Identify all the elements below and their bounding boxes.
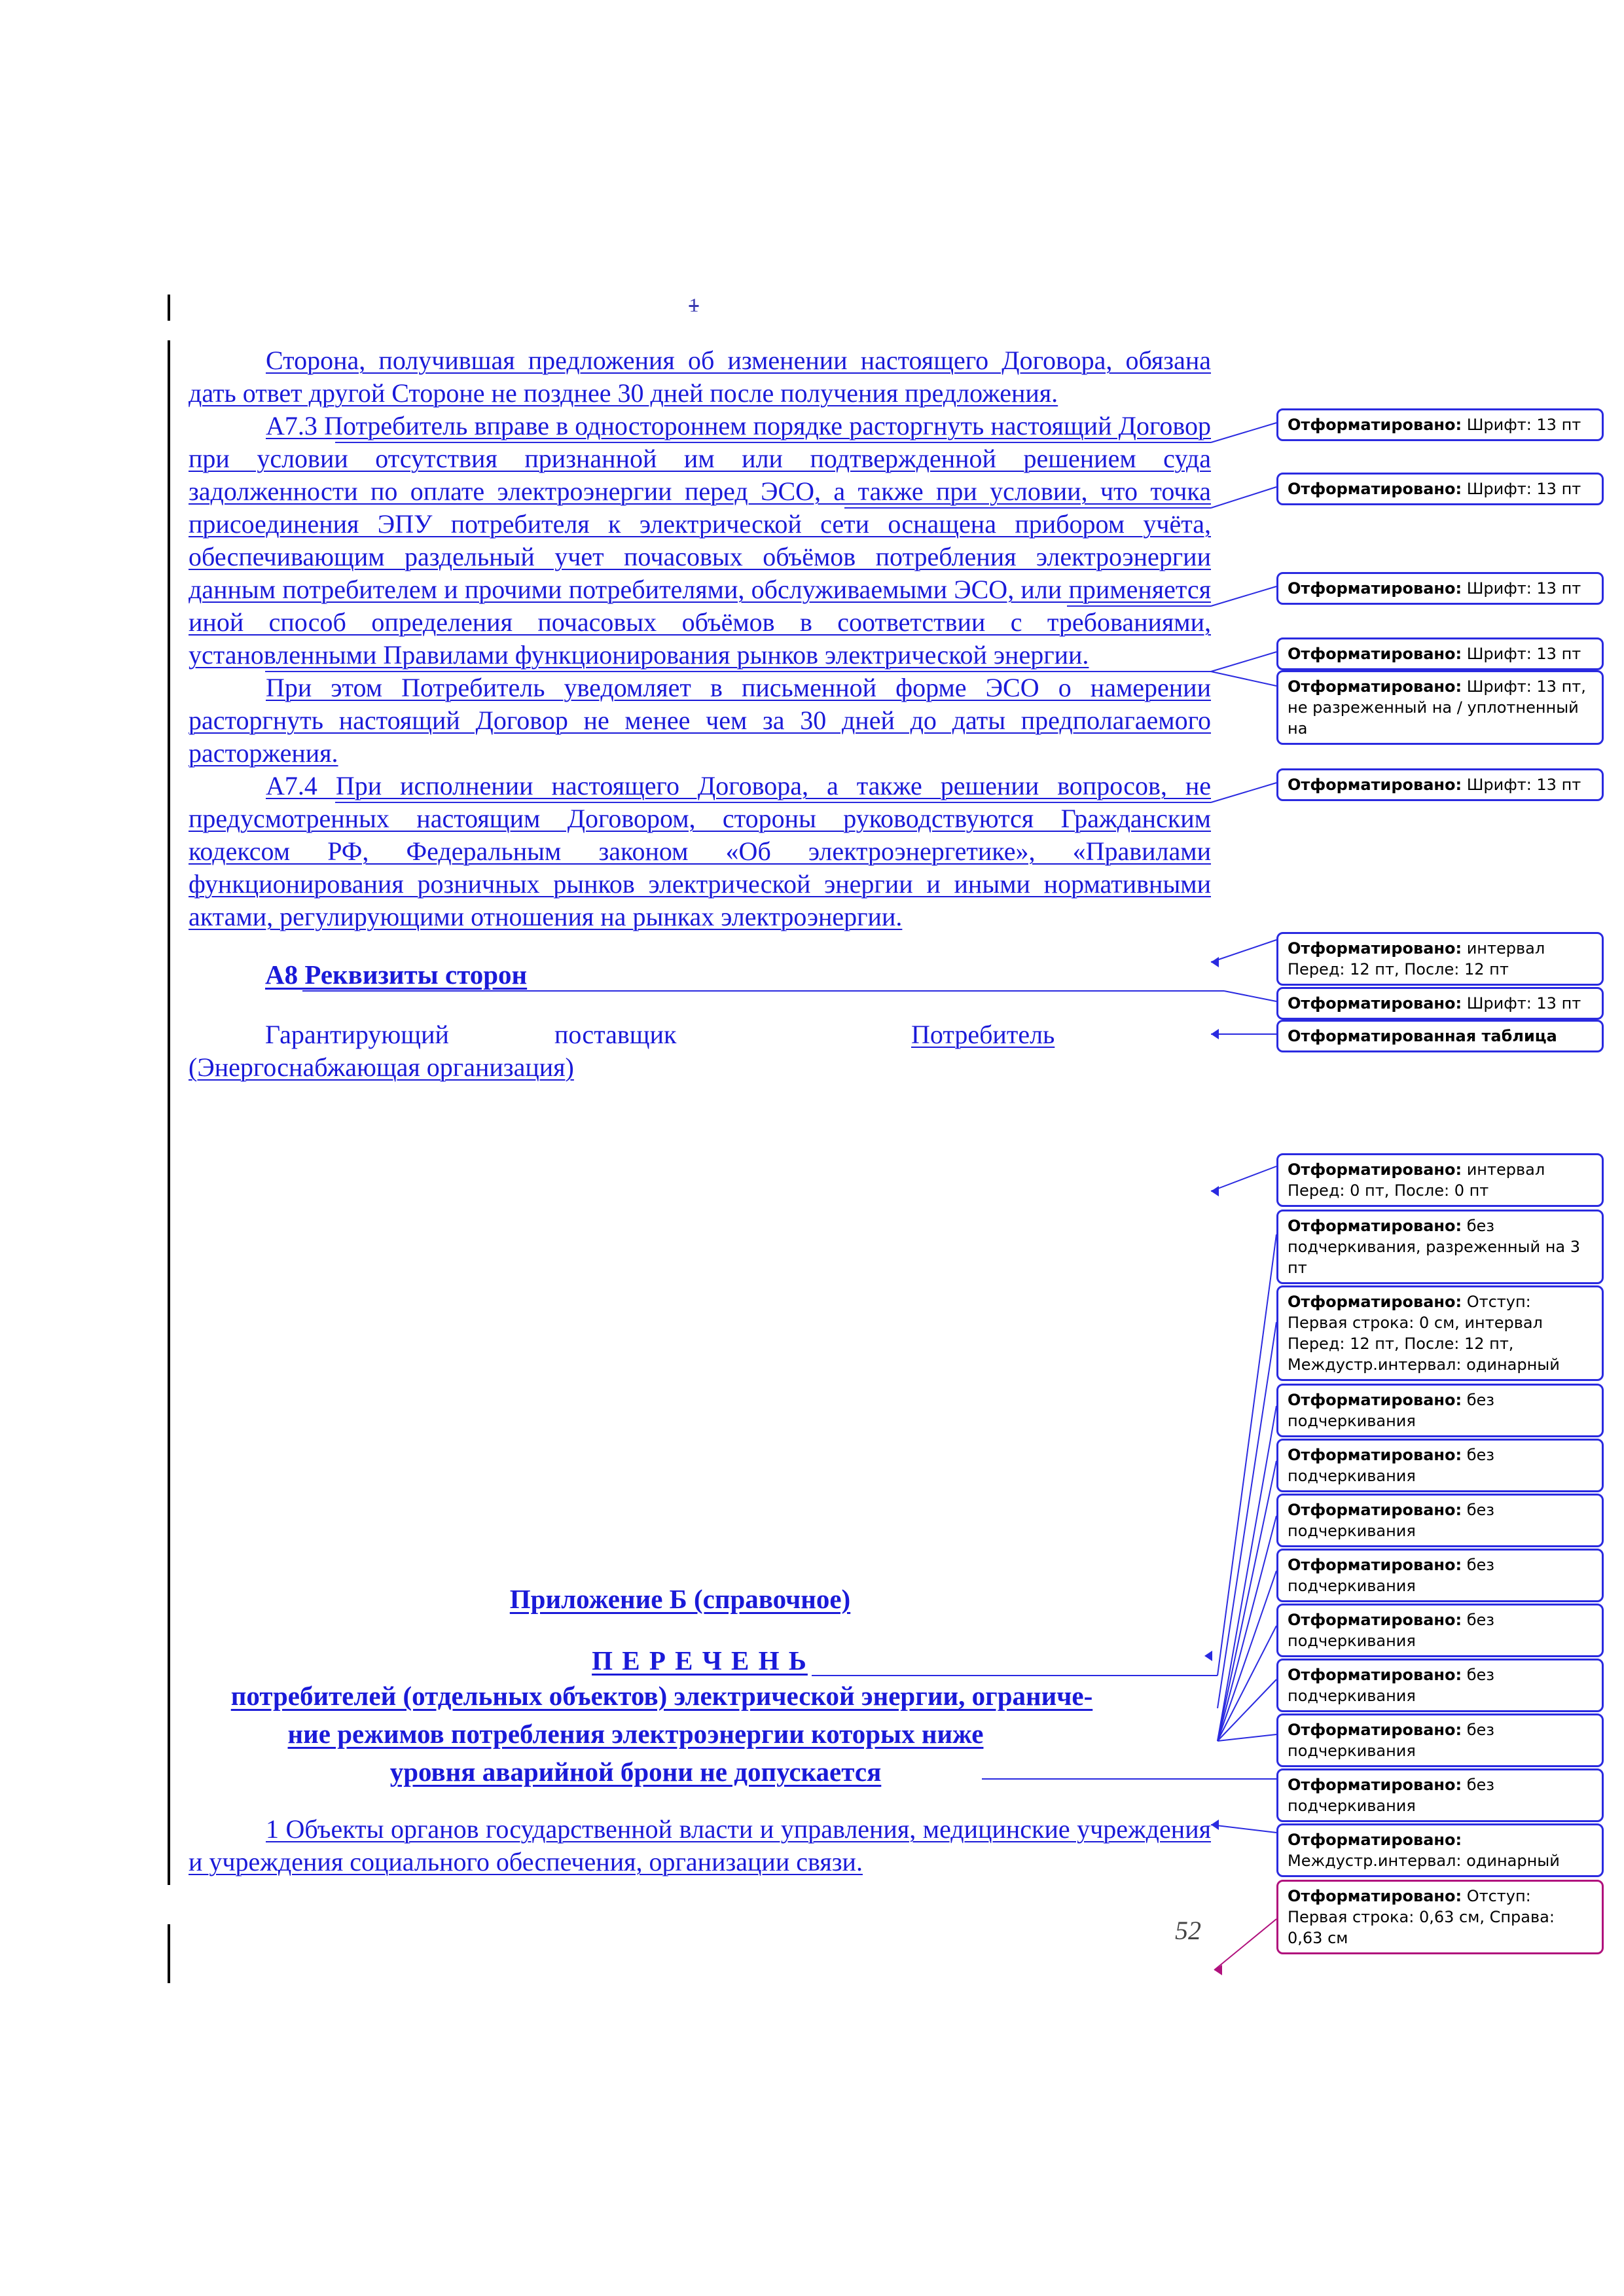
comment-text: без подчеркивания (1288, 1391, 1495, 1430)
list-subtitle-line-3: уровня аварийной брони не допускается (389, 1757, 882, 1787)
comment-label: Отформатировано: (1288, 480, 1462, 498)
list-subtitle-line-2: ние режимов потребления электроэнергии которых ниже (287, 1719, 984, 1749)
comment-balloon[interactable] (1276, 670, 1604, 745)
page-number: 52 (1175, 1916, 1201, 1945)
comment-label: Отформатировано: (1288, 1887, 1462, 1905)
comment-balloon[interactable] (1276, 768, 1604, 801)
comment-text: Шрифт: 13 пт (1466, 994, 1581, 1013)
comment-balloon[interactable] (1276, 408, 1604, 441)
comment-label: Отформатировано: (1288, 1391, 1462, 1409)
supplier-cell-line-2: (Энергоснабжающая организация) (189, 1052, 574, 1082)
section-heading-a8: А8 Реквизиты сторон (265, 960, 528, 990)
comment-label: Отформатировано: (1288, 416, 1462, 434)
supplier-word-1: Гарантирующий (265, 1020, 449, 1049)
paragraph-text: При этом Потребитель уведомляет в письменной форме ЭСО о намерении расторгнуть настоящий Договор не менее чем за 30 дней до даты предполагаемого расторжения. (189, 673, 1211, 768)
comment-balloon[interactable] (1276, 637, 1604, 670)
consumer-cell: Потребитель (911, 1020, 1055, 1049)
comment-text: без подчеркивания (1288, 1611, 1495, 1650)
comment-text: без подчеркивания (1288, 1501, 1495, 1540)
comment-balloon[interactable] (1276, 1020, 1604, 1052)
comment-label: Отформатировано: (1288, 1446, 1462, 1464)
comment-balloon[interactable] (1276, 987, 1604, 1020)
comment-label: Отформатировано: (1288, 645, 1462, 663)
paragraph-text: Сторона, получившая предложения об изменении настоящего Договора, обязана дать ответ другой Стороне не позднее 30 дней после получения предложения. (189, 346, 1211, 408)
comment-label: Отформатировано: (1288, 776, 1462, 794)
comment-text: Отступ: Первая строка: 0,63 см, Справа: 0,63 см (1288, 1887, 1555, 1947)
comment-label: Отформатировано: (1288, 579, 1462, 598)
comment-text: Шрифт: 13 пт (1466, 776, 1581, 794)
list-subtitle-line-1: потребителей (отдельных объектов) электрической энергии, ограниче- (230, 1681, 1093, 1711)
comment-text: Отступ: Первая строка: 0 см, интервал Перед: 12 пт, После: 12 пт, Междустр.интервал: одинарный (1288, 1293, 1560, 1374)
comment-text: без подчеркивания (1288, 1446, 1495, 1485)
comment-balloon[interactable] (1276, 1659, 1604, 1712)
comment-balloon[interactable] (1276, 1210, 1604, 1284)
paragraph-text: 1 Объекты органов государственной власти и управления, медицинские учреждения и учреждения социального обеспечения, организации связи. (189, 1814, 1211, 1876)
comment-text: интервал Перед: 12 пт, После: 12 пт (1288, 939, 1545, 978)
comment-label: Отформатировано: (1288, 1721, 1462, 1739)
comment-balloon[interactable] (1276, 1823, 1604, 1877)
comment-text: без подчеркивания (1288, 1666, 1495, 1705)
comment-balloon[interactable] (1276, 1384, 1604, 1437)
comment-text: интервал Перед: 0 пт, После: 0 пт (1288, 1160, 1545, 1200)
comment-balloon[interactable] (1276, 1285, 1604, 1381)
comment-balloon[interactable] (1276, 1604, 1604, 1657)
comment-balloon[interactable] (1276, 1768, 1604, 1822)
comment-balloon[interactable] (1276, 1494, 1604, 1547)
appendix-title: Приложение Б (справочное) (509, 1584, 851, 1614)
comment-text: без подчеркивания (1288, 1776, 1495, 1815)
comment-label: Отформатировано: (1288, 1217, 1462, 1235)
comment-balloon[interactable] (1276, 1880, 1604, 1954)
comment-text: Шрифт: 13 пт (1466, 579, 1581, 598)
paragraph-text: А7.3 Потребитель вправе в одностороннем порядке расторгнуть настоящий Договор при условии отсутствия признанной им или подтвержденной решением суда задолженности по оплате электроэнергии перед ЭСО, а также при условии, что точка присоединения ЭПУ потребителя к электрической сети оснащена прибором учёта, обеспечивающим раздельный учет почасовых объёмов потребления электроэнергии данным потребителем и прочими потребителями, обслуживаемыми ЭСО, или применяется иной способ определения почасовых объёмов в соответствии с требованиями, установленными Правилами функционирования рынков электрической энергии. (189, 411, 1211, 670)
comment-label: Отформатировано: (1288, 677, 1462, 696)
comment-text: Шрифт: 13 пт (1466, 416, 1581, 434)
comment-balloon[interactable] (1276, 473, 1604, 505)
struck-page-number: 1 (689, 295, 699, 316)
comment-label: Отформатировано: (1288, 1293, 1462, 1311)
comment-balloon[interactable] (1276, 1153, 1604, 1207)
comment-label: Отформатировано: (1288, 1501, 1462, 1519)
comment-label: Отформатировано: (1288, 1776, 1462, 1794)
comment-text: Шрифт: 13 пт (1466, 480, 1581, 498)
comment-balloon[interactable] (1276, 1439, 1604, 1492)
comment-text: Шрифт: 13 пт (1466, 645, 1581, 663)
supplier-word-2: поставщик (554, 1020, 677, 1049)
comment-label: Отформатировано: (1288, 1666, 1462, 1684)
comment-balloon[interactable] (1276, 1713, 1604, 1767)
comment-text: без подчеркивания (1288, 1721, 1495, 1760)
comment-text: без подчеркивания (1288, 1556, 1495, 1595)
comment-balloon[interactable] (1276, 1549, 1604, 1602)
comment-label: Отформатировано: (1288, 1831, 1462, 1849)
list-title: П Е Р Е Ч Е Н Ь (592, 1645, 808, 1676)
comment-label: Отформатировано: (1288, 994, 1462, 1013)
comment-text: Шрифт: 13 пт, не разреженный на / уплотненный на (1288, 677, 1586, 738)
comment-label: Отформатировано: (1288, 939, 1462, 958)
comment-label: Отформатированная таблица (1288, 1027, 1557, 1045)
comment-label: Отформатировано: (1288, 1611, 1462, 1629)
comment-balloon[interactable] (1276, 572, 1604, 605)
comment-balloon[interactable] (1276, 932, 1604, 986)
comment-text: Междустр.интервал: одинарный (1288, 1852, 1560, 1870)
comment-text: без подчеркивания, разреженный на 3 пт (1288, 1217, 1581, 1277)
comment-label: Отформатировано: (1288, 1556, 1462, 1574)
paragraph-text: А7.4 При исполнении настоящего Договора, а также решении вопросов, не предусмотренных настоящим Договором, стороны руководствуются Гражданским кодексом РФ, Федеральным законом «Об электроэнергетике», «Правилами функционирования розничных рынков электрической энергии и иными нормативными актами, регулирующими отношения на рынках электроэнергии. (189, 771, 1211, 931)
comment-label: Отформатировано: (1288, 1160, 1462, 1179)
